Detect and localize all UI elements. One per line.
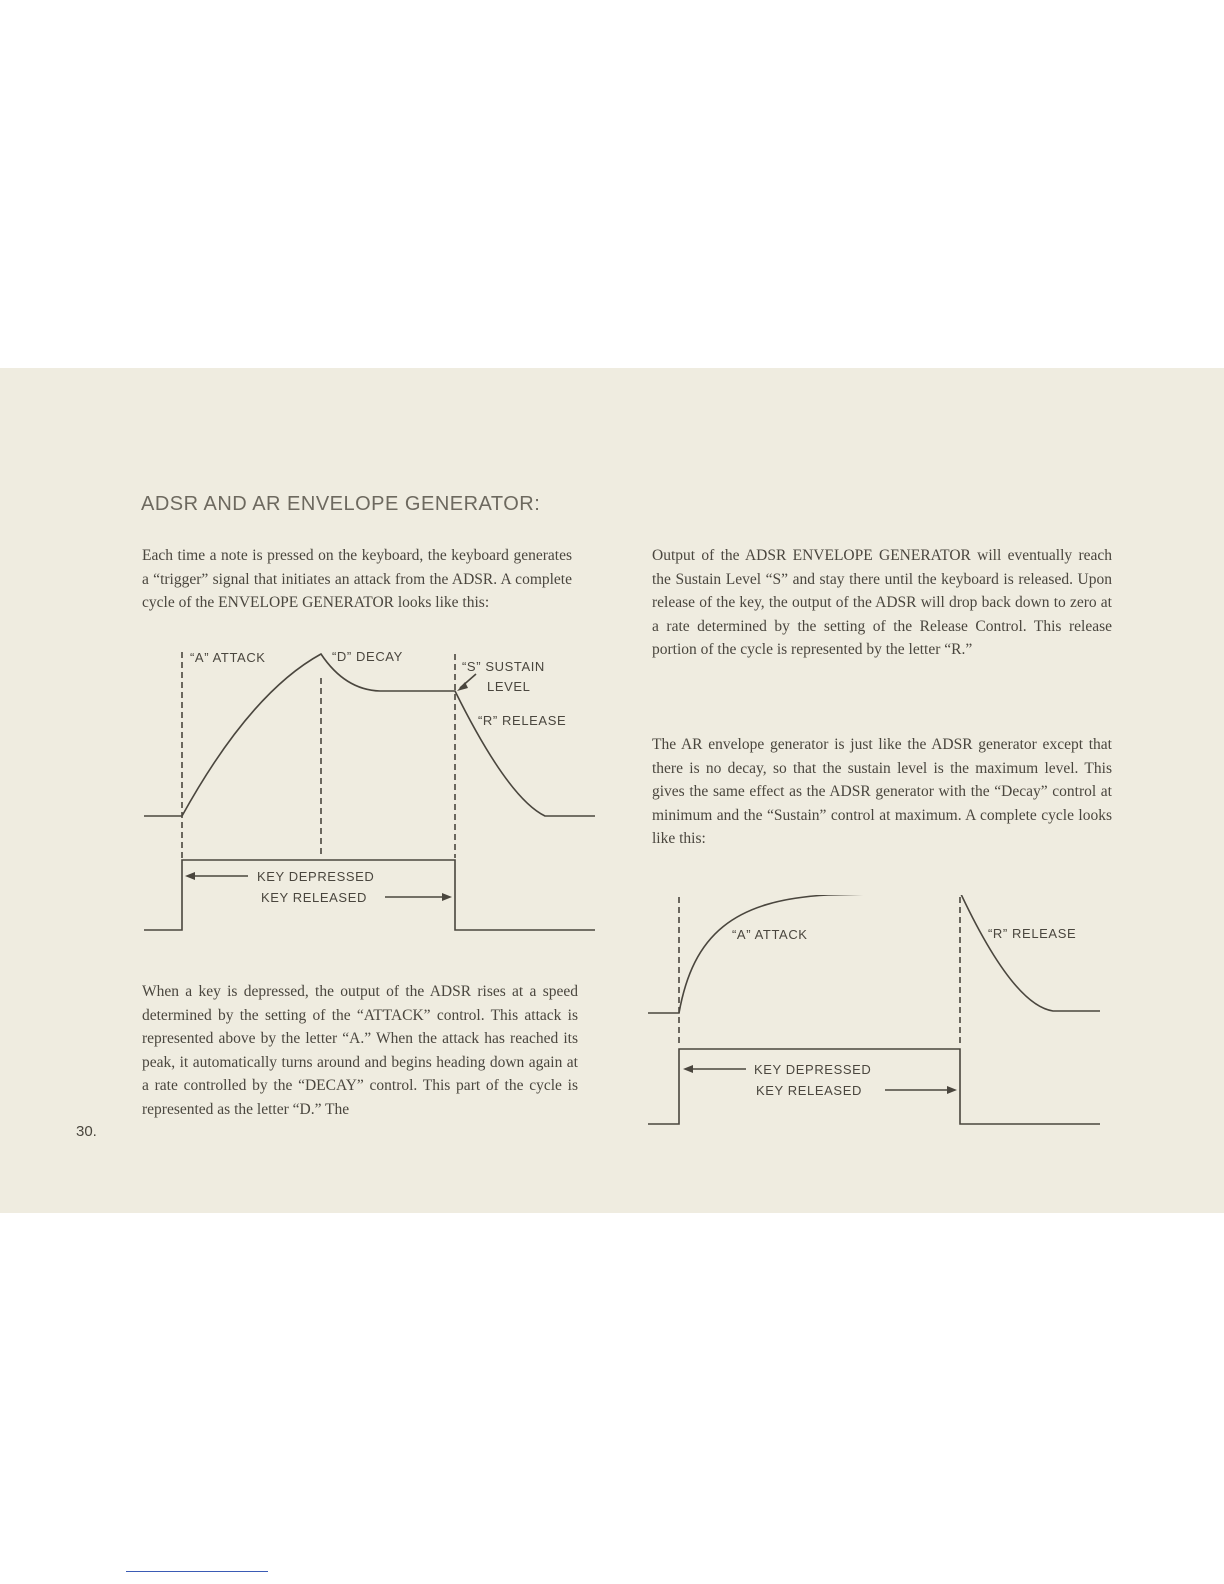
ar-arrowhead-left xyxy=(683,1065,693,1073)
ar-envelope-diagram xyxy=(648,895,1118,1145)
adsr-arrowhead-left xyxy=(185,872,195,880)
ar-envelope-curve xyxy=(648,895,1100,1013)
footnote-rule xyxy=(126,1571,268,1572)
adsr-sustain-label: “S” SUSTAIN xyxy=(462,659,545,674)
adsr-attack-label: “A” ATTACK xyxy=(190,650,266,665)
adsr-key-depressed-label: KEY DEPRESSED xyxy=(257,869,375,884)
adsr-key-released-label: KEY RELEASED xyxy=(261,890,367,905)
paragraph-sustain-release: Output of the ADSR ENVELOPE GENERATOR will eventually reach the Sustain Level “S” and stay there until the keyboard is released. Upon release of the key, the output of the ADSR will drop back down to zero at a rate determined by the setting of the Release Control. This release portion of the cycle is represented by the letter “R.” xyxy=(652,547,1112,658)
ar-arrowhead-right xyxy=(947,1086,957,1094)
ar-key-depressed-label: KEY DEPRESSED xyxy=(754,1062,872,1077)
ar-gate-signal xyxy=(648,1049,1100,1124)
adsr-diagram-svg xyxy=(140,648,610,948)
adsr-decay-label: “D” DECAY xyxy=(332,649,403,664)
paragraph-attack-decay: When a key is depressed, the output of the ADSR rises at a speed determined by the setting of the “ATTACK” control. This attack is represented above by the letter “A.” When the attack has reached its peak, it automatically turns around and begins heading down again at a rate controlled by the “DECAY” control. This part of the cycle is represented as the letter “D.” The xyxy=(142,983,578,1118)
paragraph-ar-generator: The AR envelope generator is just like the ADSR generator except that there is no decay, so that the sustain level is the maximum level. This gives the same effect as the ADSR generator with the “Decay” control at minimum and the “Sustain” control at maximum. A complete cycle looks like this: xyxy=(652,736,1112,847)
adsr-release-label: “R” RELEASE xyxy=(478,713,567,728)
ar-key-released-label: KEY RELEASED xyxy=(756,1083,862,1098)
paragraph-trigger: Each time a note is pressed on the keyboard, the keyboard generates a “trigger” signal that initiates an attack from the ADSR. A complete cycle of the ENVELOPE GENERATOR looks like this: xyxy=(142,547,572,611)
ar-diagram-svg xyxy=(648,895,1118,1145)
ar-release-label: “R” RELEASE xyxy=(988,926,1077,941)
adsr-level-label: LEVEL xyxy=(487,679,531,694)
page-number: 30. xyxy=(76,1123,97,1140)
adsr-arrowhead-right xyxy=(442,893,452,901)
adsr-envelope-diagram xyxy=(140,648,610,948)
page-heading: ADSR AND AR ENVELOPE GENERATOR: xyxy=(141,493,541,515)
ar-attack-label: “A” ATTACK xyxy=(732,927,808,942)
